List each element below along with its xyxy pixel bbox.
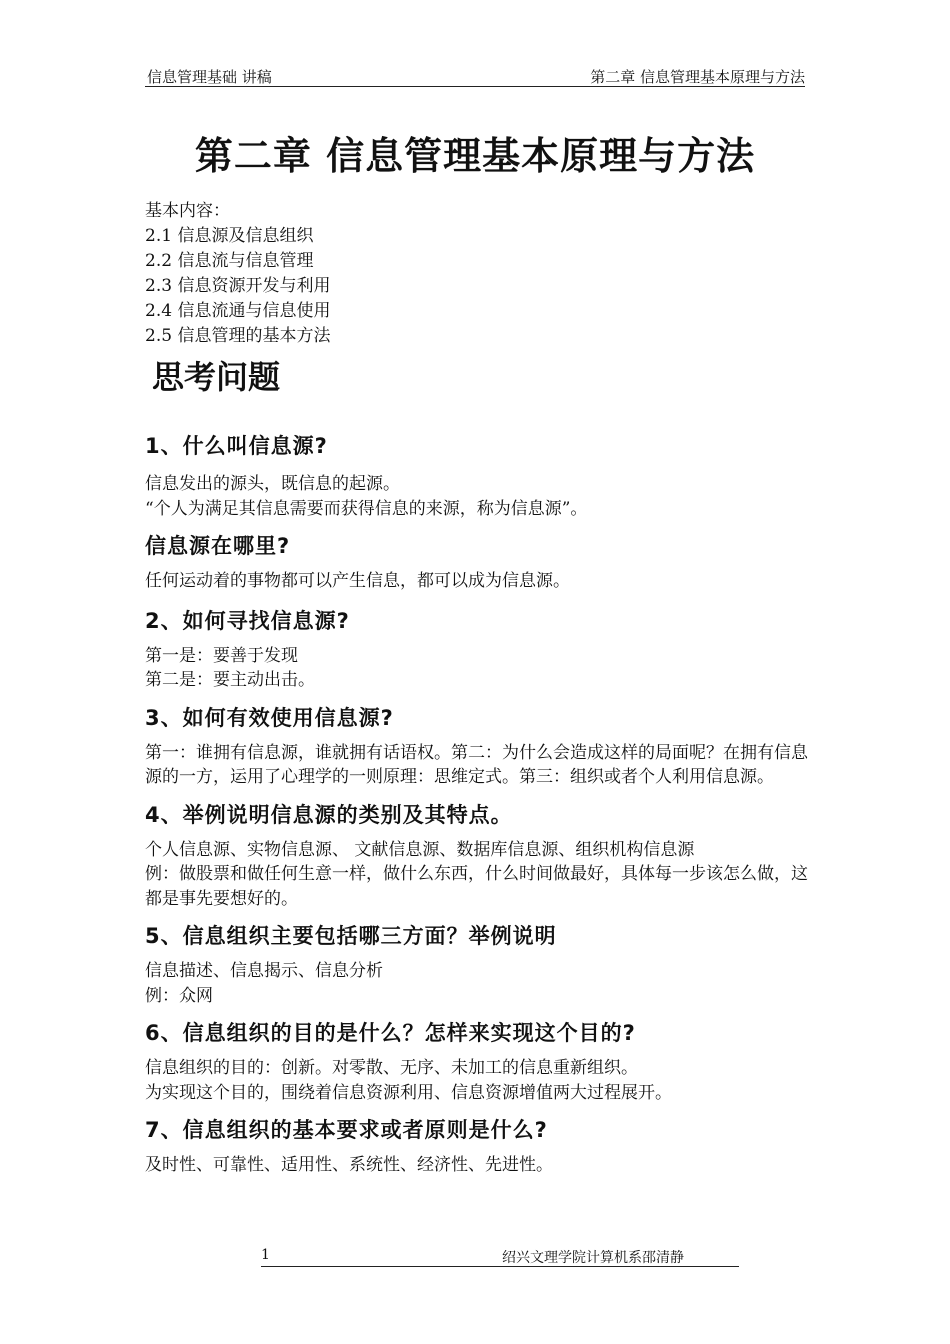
answer-line: 例：众网 bbox=[145, 985, 213, 1006]
contents-item: 2.2 信息流与信息管理 bbox=[145, 251, 314, 271]
answer-line: 为实现这个目的，围绕着信息资源利用、信息资源增值两大过程展开。 bbox=[145, 1082, 672, 1103]
answer-line: 例：做股票和做任何生意一样，做什么东西，什么时间做最好，具体每一步该怎么做，这都是事先要想好的。 bbox=[145, 864, 808, 909]
answer-line: 及时性、可靠性、适用性、系统性、经济性、先进性。 bbox=[145, 1155, 553, 1175]
contents-item: 2.3 信息资源开发与利用 bbox=[145, 276, 331, 296]
question-heading: 1、什么叫信息源? bbox=[145, 434, 328, 458]
footer-author: 绍兴文理学院计算机系邵清静 bbox=[502, 1250, 684, 1266]
header-left-text: 信息管理基础 讲稿 bbox=[147, 68, 272, 86]
answer-line: 信息发出的源头，既信息的起源。 bbox=[145, 474, 400, 494]
answer-text bbox=[145, 1153, 811, 1178]
question-heading: 3、如何有效使用信息源? bbox=[145, 705, 394, 730]
page-header bbox=[145, 64, 805, 87]
contents-list bbox=[145, 199, 330, 349]
answer-text bbox=[145, 838, 811, 912]
chapter-title: 第二章 信息管理基本原理与方法 bbox=[194, 134, 756, 178]
answer-line: 第一是：要善于发现 bbox=[145, 645, 298, 666]
page-footer bbox=[261, 1247, 739, 1267]
question-heading: 6、信息组织的目的是什么？怎样来实现这个目的? bbox=[145, 1021, 636, 1045]
question-heading: 7、信息组织的基本要求或者原则是什么? bbox=[145, 1118, 548, 1142]
answer-line: 第一：谁拥有信息源，谁就拥有话语权。第二：为什么会造成这样的局面呢？在拥有信息源的一方，运用了心理学的一则原理：思维定式。第三：组织或者个人利用信息源。 bbox=[145, 742, 808, 787]
answer-line: “个人为满足其信息需要而获得信息的来源，称为信息源”。 bbox=[145, 498, 588, 519]
question-heading: 信息源在哪里? bbox=[145, 534, 291, 558]
answer-line: 任何运动着的事物都可以产生信息，都可以成为信息源。 bbox=[145, 571, 570, 591]
answer-text bbox=[145, 569, 811, 594]
answer-text bbox=[145, 644, 811, 693]
answer-line: 个人信息源、实物信息源、 文献信息源、数据库信息源、组织机构信息源 bbox=[145, 839, 695, 860]
answer-line: 信息组织的目的：创新。对零散、无序、未加工的信息重新组织。 bbox=[145, 1058, 638, 1078]
answer-text bbox=[145, 1056, 811, 1105]
question-heading: 4、举例说明信息源的类别及其特点。 bbox=[145, 802, 513, 827]
answer-text bbox=[145, 741, 811, 790]
answer-text bbox=[145, 959, 811, 1008]
contents-item: 2.5 信息管理的基本方法 bbox=[145, 326, 331, 346]
header-right-text: 第二章 信息管理基本原理与方法 bbox=[590, 68, 805, 86]
contents-heading: 基本内容： bbox=[145, 201, 230, 221]
question-heading: 5、信息组织主要包括哪三方面？举例说明 bbox=[145, 924, 557, 948]
question-heading: 2、如何寻找信息源? bbox=[145, 608, 350, 633]
contents-item: 2.4 信息流通与信息使用 bbox=[145, 301, 331, 321]
qa-section bbox=[145, 425, 811, 1178]
answer-line: 信息描述、信息揭示、信息分析 bbox=[145, 961, 383, 981]
section-title: 思考问题 bbox=[152, 358, 281, 396]
answer-line: 第二是：要主动出击。 bbox=[145, 670, 315, 690]
contents-item: 2.1 信息源及信息组织 bbox=[145, 226, 314, 246]
page-number: 1 bbox=[261, 1247, 270, 1263]
answer-text bbox=[145, 472, 811, 521]
